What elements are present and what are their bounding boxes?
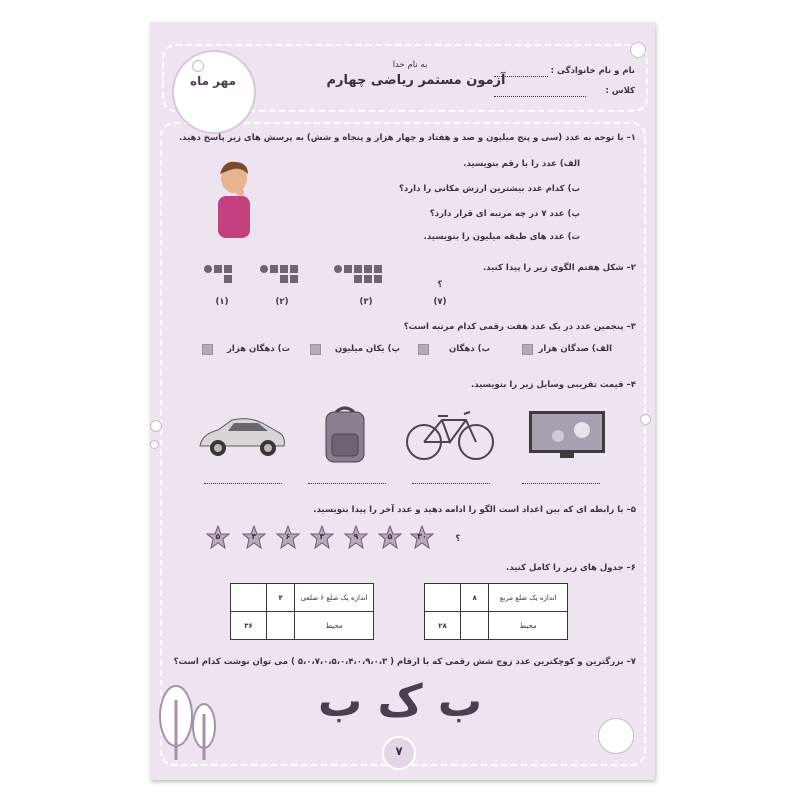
q5-question-mark: ؟ [455,534,461,544]
pattern-label-7: (۷) [433,297,447,307]
q3-option-b: ب) دهگان [448,344,490,354]
q3-option-d: ت) دهگان هزار [227,344,290,354]
footer-letters: ب ک ب [317,676,483,727]
q3-option-d-checkbox[interactable] [202,344,213,355]
class-answer-line [494,96,586,97]
name-answer-line [494,76,548,77]
table-square [424,583,568,640]
month-badge-circle [172,50,256,134]
star-number: ۵ [378,525,402,549]
bubble-decoration [150,420,162,432]
car-image [196,410,288,464]
page-title: آزمون مستمر ریاضی چهارم [326,73,506,88]
q3-option-b-checkbox[interactable] [418,344,429,355]
q1-part-c: پ) عدد ۷ در چه مرتبه ای قرار دارد؟ [429,209,580,219]
q3-option-a-checkbox[interactable] [522,344,533,355]
star-number: ۹ [344,525,368,549]
tree-decoration [150,682,222,762]
pattern-label-2: (۲) [275,297,289,307]
q3-option-c-checkbox[interactable] [310,344,321,355]
table-row-label: اندازه یک ضلع مربع [489,584,568,612]
q1-text: ۱– با توجه به عدد (سی و پنج میلیون و صد و هفتاد و چهار هزار و پنجاه و شش) به پرسش های زیر پاسخ دهید. [178,133,636,143]
table-cell-empty[interactable] [461,612,489,640]
table-cell: ۲۸ [425,612,461,640]
q7-text: ۷– بزرگترین و کوچکترین عدد زوج شش رقمی که با ارقام ( ۵،۰،۷،۰،۵،۰،۴،۰،۹،۰،۳ ) می توان نوشت کدام است؟ [173,657,636,667]
bubble-decoration [640,414,651,425]
q2-text: ۲– شکل هفتم الگوی زیر را پیدا کنید. [482,263,636,273]
table-hexagon [230,583,374,640]
table-cell-empty[interactable] [231,584,267,612]
bubble-decoration [150,440,159,449]
table-cell: ۴ [267,584,295,612]
television-image [528,410,606,460]
star-number: ۶ [276,525,300,549]
table-row-label: اندازه یک ضلع ۶ ضلعی [295,584,374,612]
bicycle-image [404,406,496,462]
pattern-label-1: (۱) [215,297,229,307]
class-label: کلاس : [605,86,635,96]
bubble-decoration [630,42,646,58]
star-number: ۳ [242,525,266,549]
q3-option-a: الف) صدگان هزار [538,344,612,354]
star-number: ۳۰ [410,525,434,549]
q4-text: ۴– قیمت تقریبی وسایل زیر را بنویسید. [470,380,636,390]
table-cell: ۳۶ [231,612,267,640]
page-number: ۷ [395,744,403,758]
bubble-decoration [598,718,634,754]
thinking-boy-image [210,156,258,238]
q5-text: ۵– با رابطه ای که بین اعداد است الگو را ادامه دهید و عدد آخر را پیدا بنویسید. [313,505,636,515]
month-badge: مهر ماه [189,74,236,88]
q6-text: ۶– جدول های زیر را کامل کنید. [506,563,636,573]
table-row-label: محیط [489,612,568,640]
table-row-label: محیط [295,612,374,640]
pattern-label-3: (۳) [359,297,373,307]
backpack-image [320,404,370,464]
backpack-price-line[interactable] [308,483,386,484]
bismillah: به نام خدا [392,60,428,70]
table-cell-empty[interactable] [425,584,461,612]
bubble-decoration [192,60,204,72]
car-price-line[interactable] [204,483,282,484]
star-number: ۳ [310,525,334,549]
tv-price-line[interactable] [522,483,600,484]
bicycle-price-line[interactable] [412,483,490,484]
q1-part-a: الف) عدد را با رقم بنویسید. [463,159,580,169]
q1-part-d: ت) عدد های طبقه میلیون را بنویسید. [423,232,580,242]
q1-part-b: ب) کدام عدد بیشترین ارزش مکانی را دارد؟ [398,184,580,194]
pattern-question-mark: ؟ [437,280,443,290]
table-cell: ۸ [461,584,489,612]
q3-text: ۳– پنجمین عدد در یک عدد هفت رقمی کدام مرتبه است؟ [403,322,636,332]
name-label: نام و نام خانوادگی : [550,66,635,76]
star-number: ۵ [206,525,230,549]
table-cell-empty[interactable] [267,612,295,640]
q3-option-c: پ) یکان میلیون [334,344,400,354]
